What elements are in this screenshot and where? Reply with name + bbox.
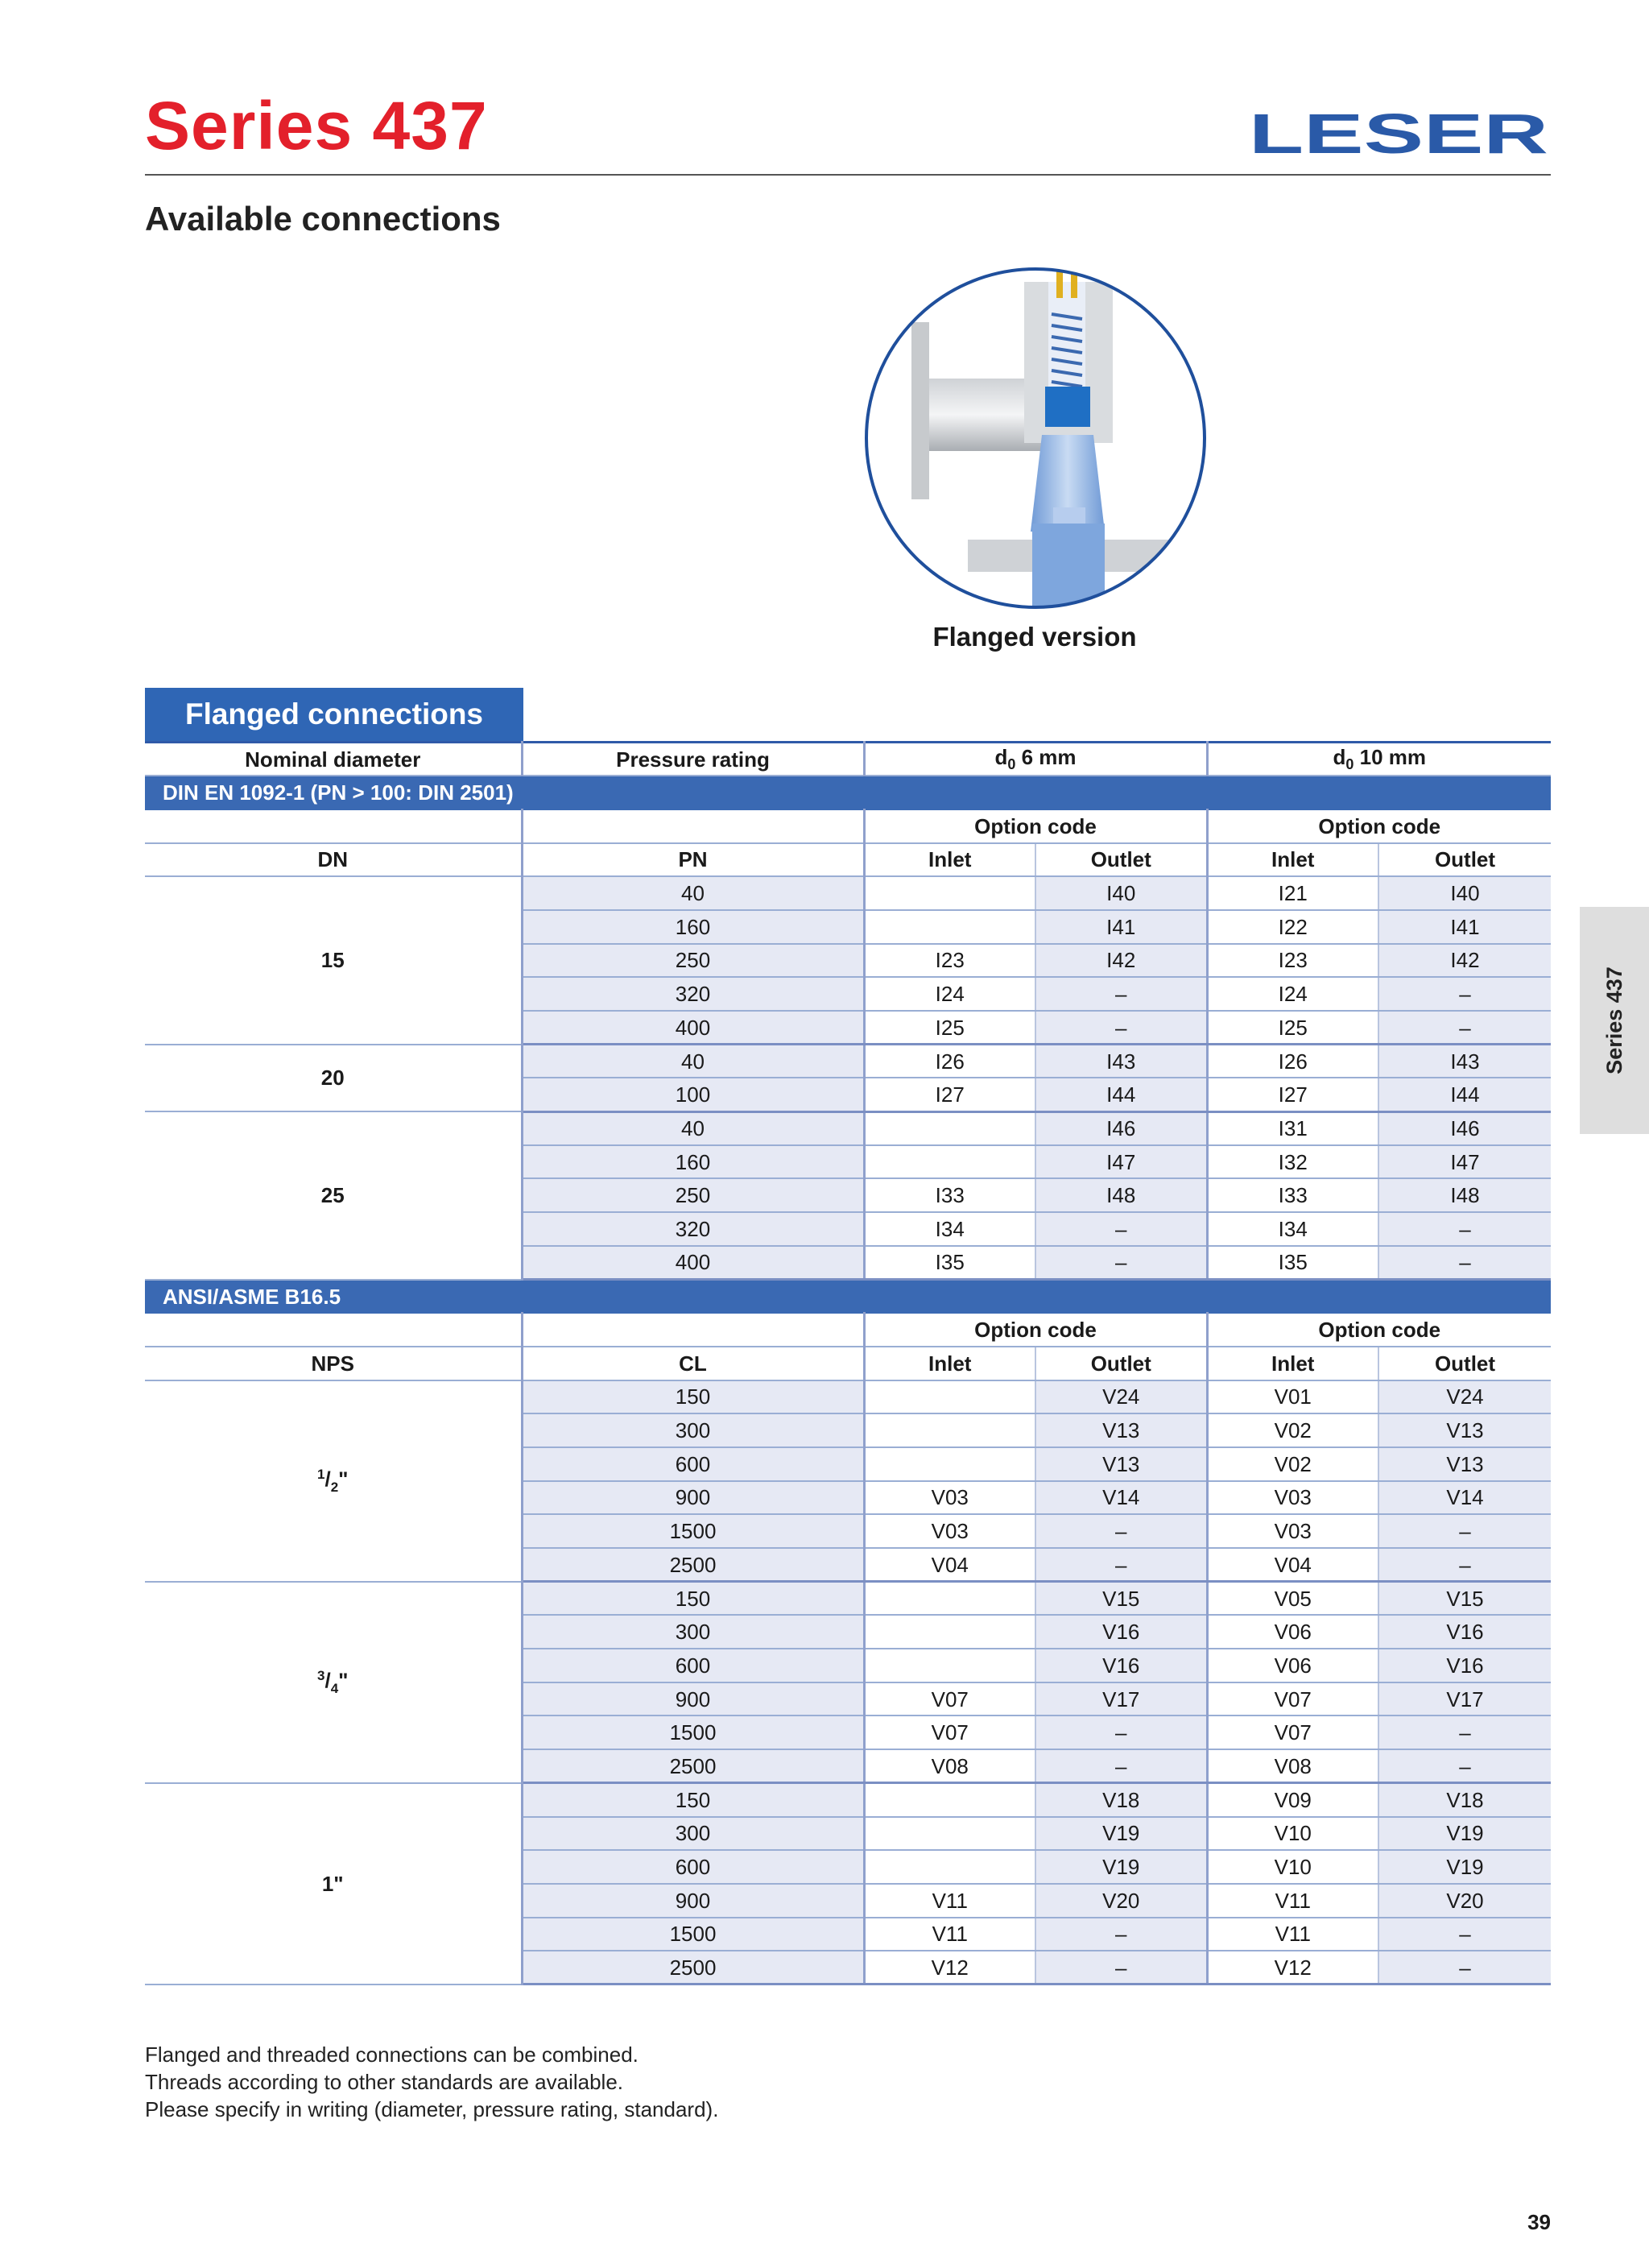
pressure-rating-cell: 160 xyxy=(522,1145,864,1179)
outlet-6-cell: – xyxy=(1035,1246,1207,1280)
side-tab xyxy=(1580,907,1649,1134)
col-outlet-10: Outlet xyxy=(1378,843,1551,877)
inlet-10-cell: V09 xyxy=(1207,1783,1378,1817)
inlet-10-cell: V10 xyxy=(1207,1817,1378,1851)
header-divider xyxy=(145,174,1551,176)
nominal-diameter-cell: 20 xyxy=(145,1045,522,1111)
outlet-10-cell: V24 xyxy=(1378,1380,1551,1414)
pressure-rating-cell: 100 xyxy=(522,1078,864,1111)
inlet-6-cell xyxy=(864,1783,1035,1817)
pressure-rating-cell: 150 xyxy=(522,1380,864,1414)
outlet-6-cell: – xyxy=(1035,1918,1207,1951)
pressure-rating-cell: 320 xyxy=(522,977,864,1011)
outlet-6-cell: V24 xyxy=(1035,1380,1207,1414)
outlet-10-cell: I40 xyxy=(1378,876,1551,910)
inlet-6-cell xyxy=(864,1850,1035,1884)
leser-logo xyxy=(1246,111,1551,158)
empty-cell xyxy=(145,1313,522,1347)
outlet-10-cell: – xyxy=(1378,1011,1551,1045)
outlet-10-cell: I43 xyxy=(1378,1045,1551,1078)
fraction-numerator: 3 xyxy=(317,1668,325,1684)
empty-cell xyxy=(522,809,864,843)
inlet-10-cell: V06 xyxy=(1207,1615,1378,1649)
inlet-10-cell: I35 xyxy=(1207,1246,1378,1280)
outlet-6-cell: I48 xyxy=(1035,1178,1207,1212)
outlet-6-cell: – xyxy=(1035,1011,1207,1045)
pressure-rating-cell: 150 xyxy=(522,1783,864,1817)
inlet-10-cell: V05 xyxy=(1207,1582,1378,1616)
outlet-6-cell: – xyxy=(1035,1749,1207,1783)
outlet-6-cell: V13 xyxy=(1035,1413,1207,1447)
inlet-10-cell: V11 xyxy=(1207,1918,1378,1951)
outlet-10-cell: V16 xyxy=(1378,1649,1551,1682)
pressure-rating-cell: 2500 xyxy=(522,1749,864,1783)
outlet-6-cell: – xyxy=(1035,1212,1207,1246)
unit-inch: " xyxy=(338,1467,349,1492)
table-row xyxy=(145,1045,1551,1078)
inlet-6-cell: I24 xyxy=(864,977,1035,1011)
table-row xyxy=(145,1111,1551,1145)
pressure-rating-cell: 150 xyxy=(522,1582,864,1616)
pressure-rating-cell: 300 xyxy=(522,1615,864,1649)
note-line: Flanged and threaded connections can be combined. xyxy=(145,2042,639,2067)
col-inlet-6: Inlet xyxy=(864,1347,1035,1380)
option-code-6-label: Option code xyxy=(864,809,1207,843)
inlet-6-cell: I34 xyxy=(864,1212,1035,1246)
table-body xyxy=(145,743,1551,1984)
pressure-rating-cell: 300 xyxy=(522,1817,864,1851)
note-line: Please specify in writing (diameter, pressure rating, standard). xyxy=(145,2097,719,2121)
outlet-10-cell: – xyxy=(1378,1749,1551,1783)
table-row xyxy=(145,1783,1551,1817)
pressure-rating-cell: 250 xyxy=(522,1178,864,1212)
note-line: Threads according to other standards are available. xyxy=(145,2070,624,2094)
pressure-rating-cell: 250 xyxy=(522,944,864,978)
pressure-rating-cell: 400 xyxy=(522,1246,864,1280)
pressure-rating-cell: 400 xyxy=(522,1011,864,1045)
option-code-6-label: Option code xyxy=(864,1313,1207,1347)
inlet-6-cell: I26 xyxy=(864,1045,1035,1078)
inlet-10-cell: V11 xyxy=(1207,1884,1378,1918)
option-code-row xyxy=(145,1313,1551,1347)
flanged-valve-illustration xyxy=(863,266,1208,610)
column-header-row xyxy=(145,1347,1551,1380)
d0-6-value: 6 mm xyxy=(1021,745,1077,769)
outlet-6-cell: I47 xyxy=(1035,1145,1207,1179)
outlet-6-cell: I42 xyxy=(1035,944,1207,978)
inlet-6-cell xyxy=(864,876,1035,910)
header-nominal-diameter: Nominal diameter xyxy=(145,743,522,776)
pressure-rating-cell: 900 xyxy=(522,1884,864,1918)
outlet-6-cell: V19 xyxy=(1035,1850,1207,1884)
figure-caption: Flanged version xyxy=(932,622,1137,652)
inlet-10-cell: V08 xyxy=(1207,1749,1378,1783)
d0-symbol: d xyxy=(994,745,1008,769)
pressure-rating-cell: 1500 xyxy=(522,1918,864,1951)
inlet-6-cell xyxy=(864,1111,1035,1145)
outlet-6-cell: – xyxy=(1035,1548,1207,1582)
outlet-6-cell: V13 xyxy=(1035,1447,1207,1481)
outlet-10-cell: I48 xyxy=(1378,1178,1551,1212)
flanged-connections-table xyxy=(145,741,1551,1985)
empty-cell xyxy=(522,1313,864,1347)
outlet-6-cell: I44 xyxy=(1035,1078,1207,1111)
nominal-diameter-cell: 25 xyxy=(145,1111,522,1279)
pressure-rating-cell: 900 xyxy=(522,1481,864,1515)
outlet-6-cell: – xyxy=(1035,1951,1207,1984)
fraction-slash: / xyxy=(324,1668,331,1693)
pressure-rating-cell: 900 xyxy=(522,1682,864,1716)
section-tab-flanged-connections: Flanged connections xyxy=(145,688,523,741)
pressure-rating-cell: 600 xyxy=(522,1447,864,1481)
inlet-10-cell: I31 xyxy=(1207,1111,1378,1145)
outlet-10-cell: – xyxy=(1378,1246,1551,1280)
inlet-10-cell: V01 xyxy=(1207,1380,1378,1414)
inlet-6-cell xyxy=(864,1380,1035,1414)
inlet-6-cell xyxy=(864,1649,1035,1682)
inlet-10-cell: V07 xyxy=(1207,1715,1378,1749)
inlet-10-cell: V06 xyxy=(1207,1649,1378,1682)
inlet-10-cell: I32 xyxy=(1207,1145,1378,1179)
inlet-6-cell: V08 xyxy=(864,1749,1035,1783)
col-nominal-diameter: NPS xyxy=(145,1347,522,1380)
inlet-10-cell: I23 xyxy=(1207,944,1378,978)
inlet-6-cell: I23 xyxy=(864,944,1035,978)
outlet-10-cell: V13 xyxy=(1378,1447,1551,1481)
page-title: Series 437 xyxy=(145,88,488,163)
d0-10-value: 10 mm xyxy=(1359,745,1427,769)
nominal-diameter-cell xyxy=(145,1582,522,1783)
outlet-10-cell: V19 xyxy=(1378,1850,1551,1884)
pressure-rating-cell: 600 xyxy=(522,1649,864,1682)
outlet-10-cell: – xyxy=(1378,977,1551,1011)
nominal-diameter-cell: 15 xyxy=(145,876,522,1044)
inlet-10-cell: I25 xyxy=(1207,1011,1378,1045)
outlet-10-cell: I41 xyxy=(1378,910,1551,944)
outlet-10-cell: V18 xyxy=(1378,1783,1551,1817)
inlet-6-cell: V12 xyxy=(864,1951,1035,1984)
col-inlet-10: Inlet xyxy=(1207,843,1378,877)
option-code-row xyxy=(145,809,1551,843)
outlet-6-cell: V17 xyxy=(1035,1682,1207,1716)
inlet-6-cell xyxy=(864,910,1035,944)
outlet-6-cell: V19 xyxy=(1035,1817,1207,1851)
inlet-10-cell: I21 xyxy=(1207,876,1378,910)
outlet-6-cell: V16 xyxy=(1035,1649,1207,1682)
inlet-6-cell xyxy=(864,1413,1035,1447)
col-pressure-rating: CL xyxy=(522,1347,864,1380)
empty-cell xyxy=(145,809,522,843)
inlet-10-cell: V02 xyxy=(1207,1447,1378,1481)
col-outlet-10: Outlet xyxy=(1378,1347,1551,1380)
inlet-6-cell: I35 xyxy=(864,1246,1035,1280)
pressure-rating-cell: 2500 xyxy=(522,1951,864,1984)
outlet-10-cell: V16 xyxy=(1378,1615,1551,1649)
col-nominal-diameter: DN xyxy=(145,843,522,877)
header-d0-6mm xyxy=(864,743,1207,776)
inlet-10-cell: V02 xyxy=(1207,1413,1378,1447)
outlet-10-cell: – xyxy=(1378,1514,1551,1548)
outlet-10-cell: V20 xyxy=(1378,1884,1551,1918)
inlet-10-cell: I24 xyxy=(1207,977,1378,1011)
inlet-10-cell: V04 xyxy=(1207,1548,1378,1582)
inlet-6-cell: V07 xyxy=(864,1715,1035,1749)
outlet-10-cell: – xyxy=(1378,1548,1551,1582)
col-inlet-10: Inlet xyxy=(1207,1347,1378,1380)
col-inlet-6: Inlet xyxy=(864,843,1035,877)
fraction-denominator: 2 xyxy=(330,1480,339,1496)
side-tab-label: Series 437 xyxy=(1601,966,1626,1074)
outlet-10-cell: V13 xyxy=(1378,1413,1551,1447)
inlet-10-cell: I27 xyxy=(1207,1078,1378,1111)
inlet-6-cell: V03 xyxy=(864,1514,1035,1548)
outlet-10-cell: I42 xyxy=(1378,944,1551,978)
d0-symbol: d xyxy=(1333,745,1346,769)
pressure-rating-cell: 1500 xyxy=(522,1715,864,1749)
pressure-rating-cell: 2500 xyxy=(522,1548,864,1582)
outlet-6-cell: – xyxy=(1035,1514,1207,1548)
inlet-6-cell: V11 xyxy=(864,1918,1035,1951)
header-pressure-rating: Pressure rating xyxy=(522,743,864,776)
fraction-denominator: 4 xyxy=(330,1681,339,1697)
inlet-6-cell: V11 xyxy=(864,1884,1035,1918)
inlet-10-cell: V07 xyxy=(1207,1682,1378,1716)
inlet-6-cell: I25 xyxy=(864,1011,1035,1045)
inlet-6-cell xyxy=(864,1145,1035,1179)
group-title-row xyxy=(145,776,1551,809)
pressure-rating-cell: 40 xyxy=(522,1111,864,1145)
group-title-row xyxy=(145,1280,1551,1314)
header-d0-10mm xyxy=(1207,743,1551,776)
inlet-10-cell: V03 xyxy=(1207,1481,1378,1515)
table-header-row xyxy=(145,743,1551,776)
table-row xyxy=(145,1380,1551,1414)
inlet-6-cell xyxy=(864,1447,1035,1481)
group-title: DIN EN 1092-1 (PN > 100: DIN 2501) xyxy=(145,776,1551,809)
outlet-6-cell: V15 xyxy=(1035,1582,1207,1616)
group-title: ANSI/ASME B16.5 xyxy=(145,1280,1551,1314)
outlet-6-cell: I41 xyxy=(1035,910,1207,944)
logo-text: LESER xyxy=(1249,111,1548,158)
unit-inch: " xyxy=(338,1668,349,1693)
outlet-10-cell: – xyxy=(1378,1951,1551,1984)
pressure-rating-cell: 1500 xyxy=(522,1514,864,1548)
option-code-10-label: Option code xyxy=(1207,809,1551,843)
inlet-6-cell: V04 xyxy=(864,1548,1035,1582)
footnotes xyxy=(145,2041,718,2123)
inlet-6-cell xyxy=(864,1615,1035,1649)
outlet-10-cell: V19 xyxy=(1378,1817,1551,1851)
option-code-10-label: Option code xyxy=(1207,1313,1551,1347)
fraction-slash: / xyxy=(324,1467,331,1492)
pressure-rating-cell: 320 xyxy=(522,1212,864,1246)
outlet-6-cell: I46 xyxy=(1035,1111,1207,1145)
outlet-6-cell: – xyxy=(1035,977,1207,1011)
inlet-6-cell: I33 xyxy=(864,1178,1035,1212)
outlet-10-cell: V15 xyxy=(1378,1582,1551,1616)
inlet-10-cell: I33 xyxy=(1207,1178,1378,1212)
outlet-10-cell: – xyxy=(1378,1212,1551,1246)
inlet-10-cell: V03 xyxy=(1207,1514,1378,1548)
outlet-6-cell: V20 xyxy=(1035,1884,1207,1918)
outlet-10-cell: – xyxy=(1378,1715,1551,1749)
section-subtitle: Available connections xyxy=(145,200,501,238)
pressure-rating-cell: 40 xyxy=(522,876,864,910)
inlet-6-cell xyxy=(864,1582,1035,1616)
table-row xyxy=(145,876,1551,910)
col-pressure-rating: PN xyxy=(522,843,864,877)
outlet-6-cell: – xyxy=(1035,1715,1207,1749)
page-number: 39 xyxy=(1527,2210,1551,2234)
nominal-diameter-cell xyxy=(145,1380,522,1582)
col-outlet-6: Outlet xyxy=(1035,843,1207,877)
inlet-6-cell: V03 xyxy=(864,1481,1035,1515)
pressure-rating-cell: 600 xyxy=(522,1850,864,1884)
col-outlet-6: Outlet xyxy=(1035,1347,1207,1380)
column-header-row xyxy=(145,843,1551,877)
inlet-10-cell: I22 xyxy=(1207,910,1378,944)
inlet-6-cell xyxy=(864,1817,1035,1851)
outlet-6-cell: V16 xyxy=(1035,1615,1207,1649)
fraction-numerator: 1 xyxy=(317,1467,325,1483)
inlet-10-cell: V10 xyxy=(1207,1850,1378,1884)
inlet-6-cell: V07 xyxy=(864,1682,1035,1716)
outlet-6-cell: I43 xyxy=(1035,1045,1207,1078)
d0-subscript: 0 xyxy=(1007,756,1016,773)
inlet-6-cell: I27 xyxy=(864,1078,1035,1111)
inlet-10-cell: V12 xyxy=(1207,1951,1378,1984)
inlet-10-cell: I26 xyxy=(1207,1045,1378,1078)
outlet-10-cell: – xyxy=(1378,1918,1551,1951)
inlet-10-cell: I34 xyxy=(1207,1212,1378,1246)
outlet-10-cell: V14 xyxy=(1378,1481,1551,1515)
outlet-6-cell: V18 xyxy=(1035,1783,1207,1817)
nominal-diameter-cell: 1" xyxy=(145,1783,522,1984)
pressure-rating-cell: 300 xyxy=(522,1413,864,1447)
outlet-6-cell: V14 xyxy=(1035,1481,1207,1515)
pressure-rating-cell: 160 xyxy=(522,910,864,944)
outlet-10-cell: I46 xyxy=(1378,1111,1551,1145)
table-row xyxy=(145,1582,1551,1616)
outlet-10-cell: V17 xyxy=(1378,1682,1551,1716)
outlet-10-cell: I44 xyxy=(1378,1078,1551,1111)
outlet-10-cell: I47 xyxy=(1378,1145,1551,1179)
outlet-6-cell: I40 xyxy=(1035,876,1207,910)
d0-subscript: 0 xyxy=(1345,756,1354,773)
pressure-rating-cell: 40 xyxy=(522,1045,864,1078)
